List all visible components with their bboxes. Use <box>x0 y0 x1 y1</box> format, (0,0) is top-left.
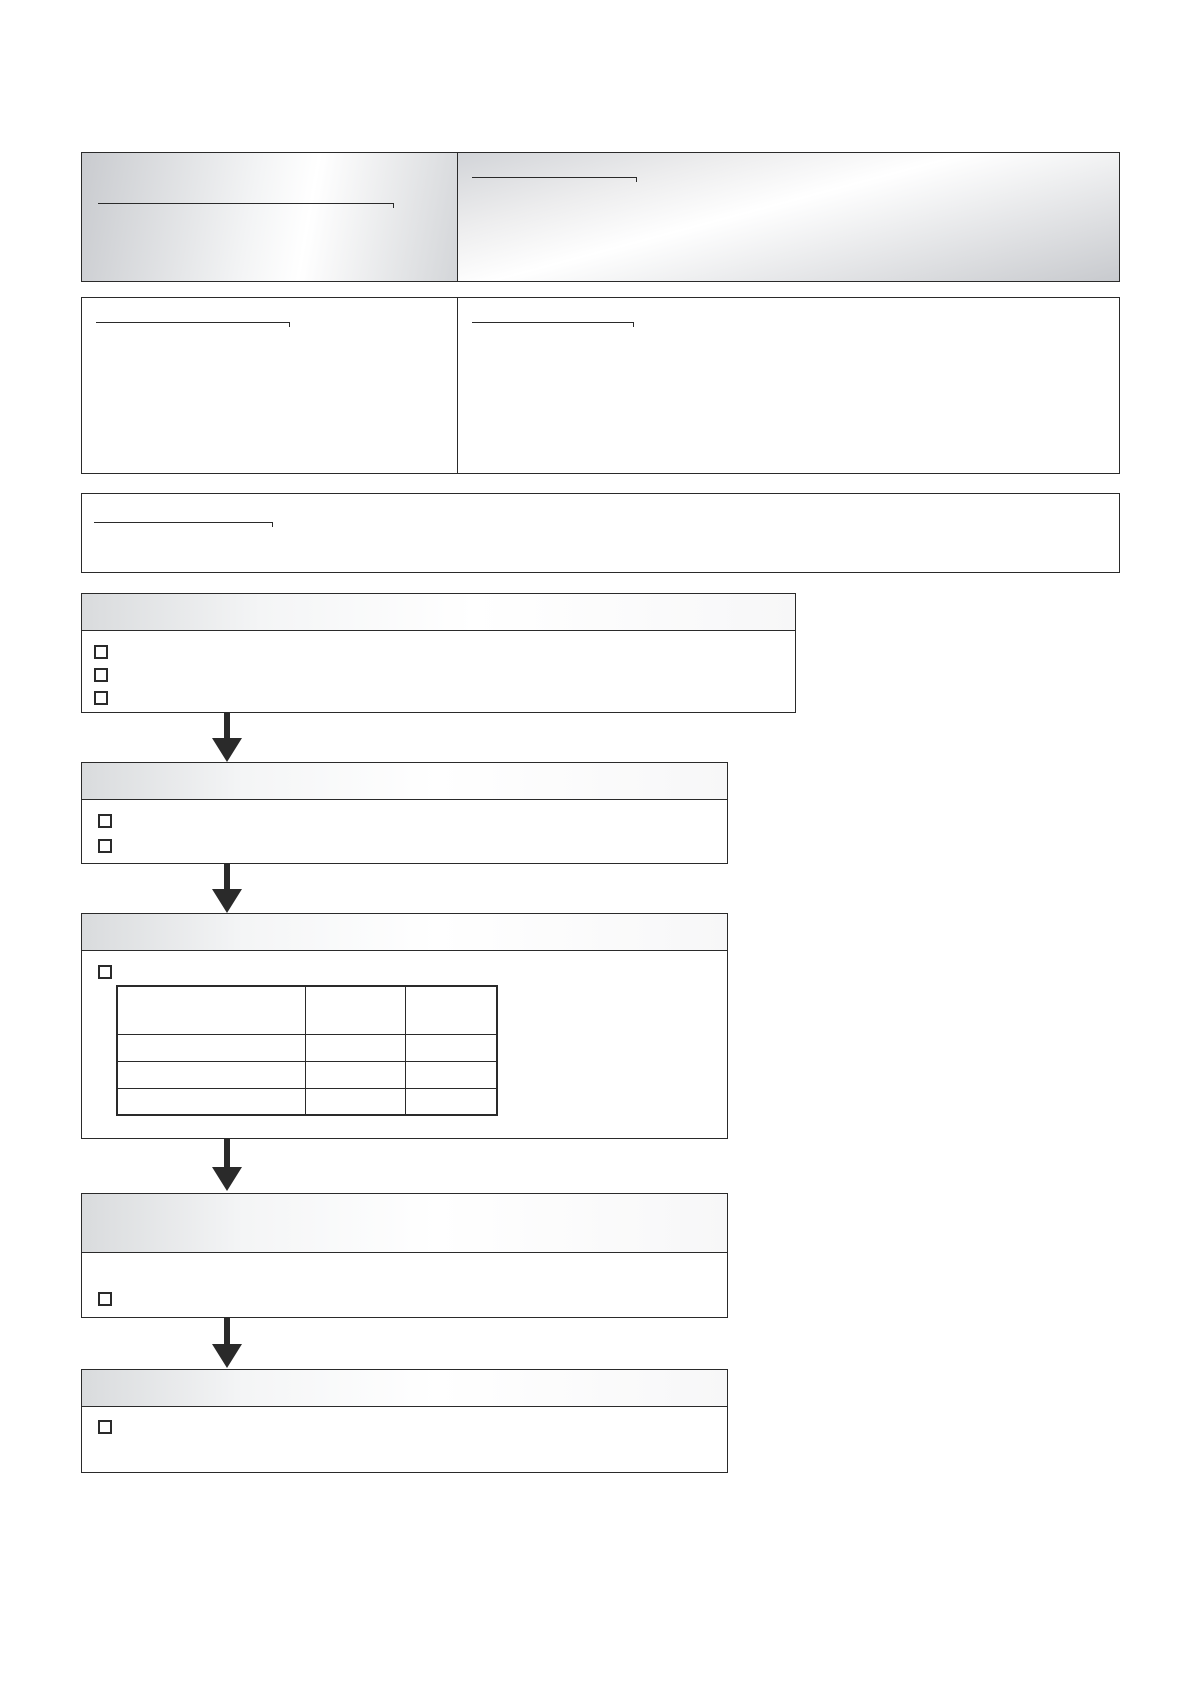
table-row <box>117 1061 497 1088</box>
table-header-row <box>117 986 497 1034</box>
table-cell <box>406 1061 498 1088</box>
arrow-down-icon <box>212 1318 242 1370</box>
step-1-checkbox-1[interactable] <box>94 645 108 659</box>
header-right-underline <box>472 177 636 178</box>
table-cell <box>306 1088 406 1115</box>
table-cell <box>406 1034 498 1061</box>
step-4-header <box>82 1194 727 1253</box>
table-header-cell <box>406 986 498 1034</box>
step-1-checkbox-3[interactable] <box>94 691 108 705</box>
step-5 <box>81 1369 728 1473</box>
step-1-checkbox-2[interactable] <box>94 668 108 682</box>
step-3-header <box>82 914 727 951</box>
table-cell <box>306 1061 406 1088</box>
step-3-checkbox-1[interactable] <box>98 965 112 979</box>
step-4-checkbox-1[interactable] <box>98 1292 112 1306</box>
step-2-checkbox-2[interactable] <box>98 839 112 853</box>
table-header-cell <box>117 986 306 1034</box>
notes-block <box>81 493 1120 573</box>
step-3-table <box>116 985 498 1116</box>
info-right-underline <box>472 322 633 323</box>
table-cell <box>117 1061 306 1088</box>
arrow-down-icon <box>212 863 242 913</box>
header-left-underline <box>98 203 393 204</box>
step-2-checkbox-1[interactable] <box>98 814 112 828</box>
info-left-underline <box>96 322 289 323</box>
arrow-down-icon <box>212 712 242 762</box>
step-1-header <box>82 594 795 631</box>
notes-underline <box>94 522 272 523</box>
step-5-checkbox-1[interactable] <box>98 1420 112 1434</box>
step-2 <box>81 762 728 864</box>
header-left-cell <box>82 153 457 281</box>
step-1 <box>81 593 796 713</box>
table-cell <box>117 1088 306 1115</box>
header-right-cell <box>458 153 1119 281</box>
step-2-header <box>82 763 727 800</box>
info-right-cell <box>458 298 1119 473</box>
header-block <box>81 152 1120 282</box>
info-left-cell <box>82 298 457 473</box>
table-row <box>117 1034 497 1061</box>
table-cell <box>306 1034 406 1061</box>
step-4 <box>81 1193 728 1318</box>
arrow-down-icon <box>212 1139 242 1193</box>
info-block <box>81 297 1120 474</box>
table-cell <box>117 1034 306 1061</box>
step-3 <box>81 913 728 1139</box>
table-header-cell <box>306 986 406 1034</box>
step-5-header <box>82 1370 727 1407</box>
table-cell <box>406 1088 498 1115</box>
table-row <box>117 1088 497 1115</box>
